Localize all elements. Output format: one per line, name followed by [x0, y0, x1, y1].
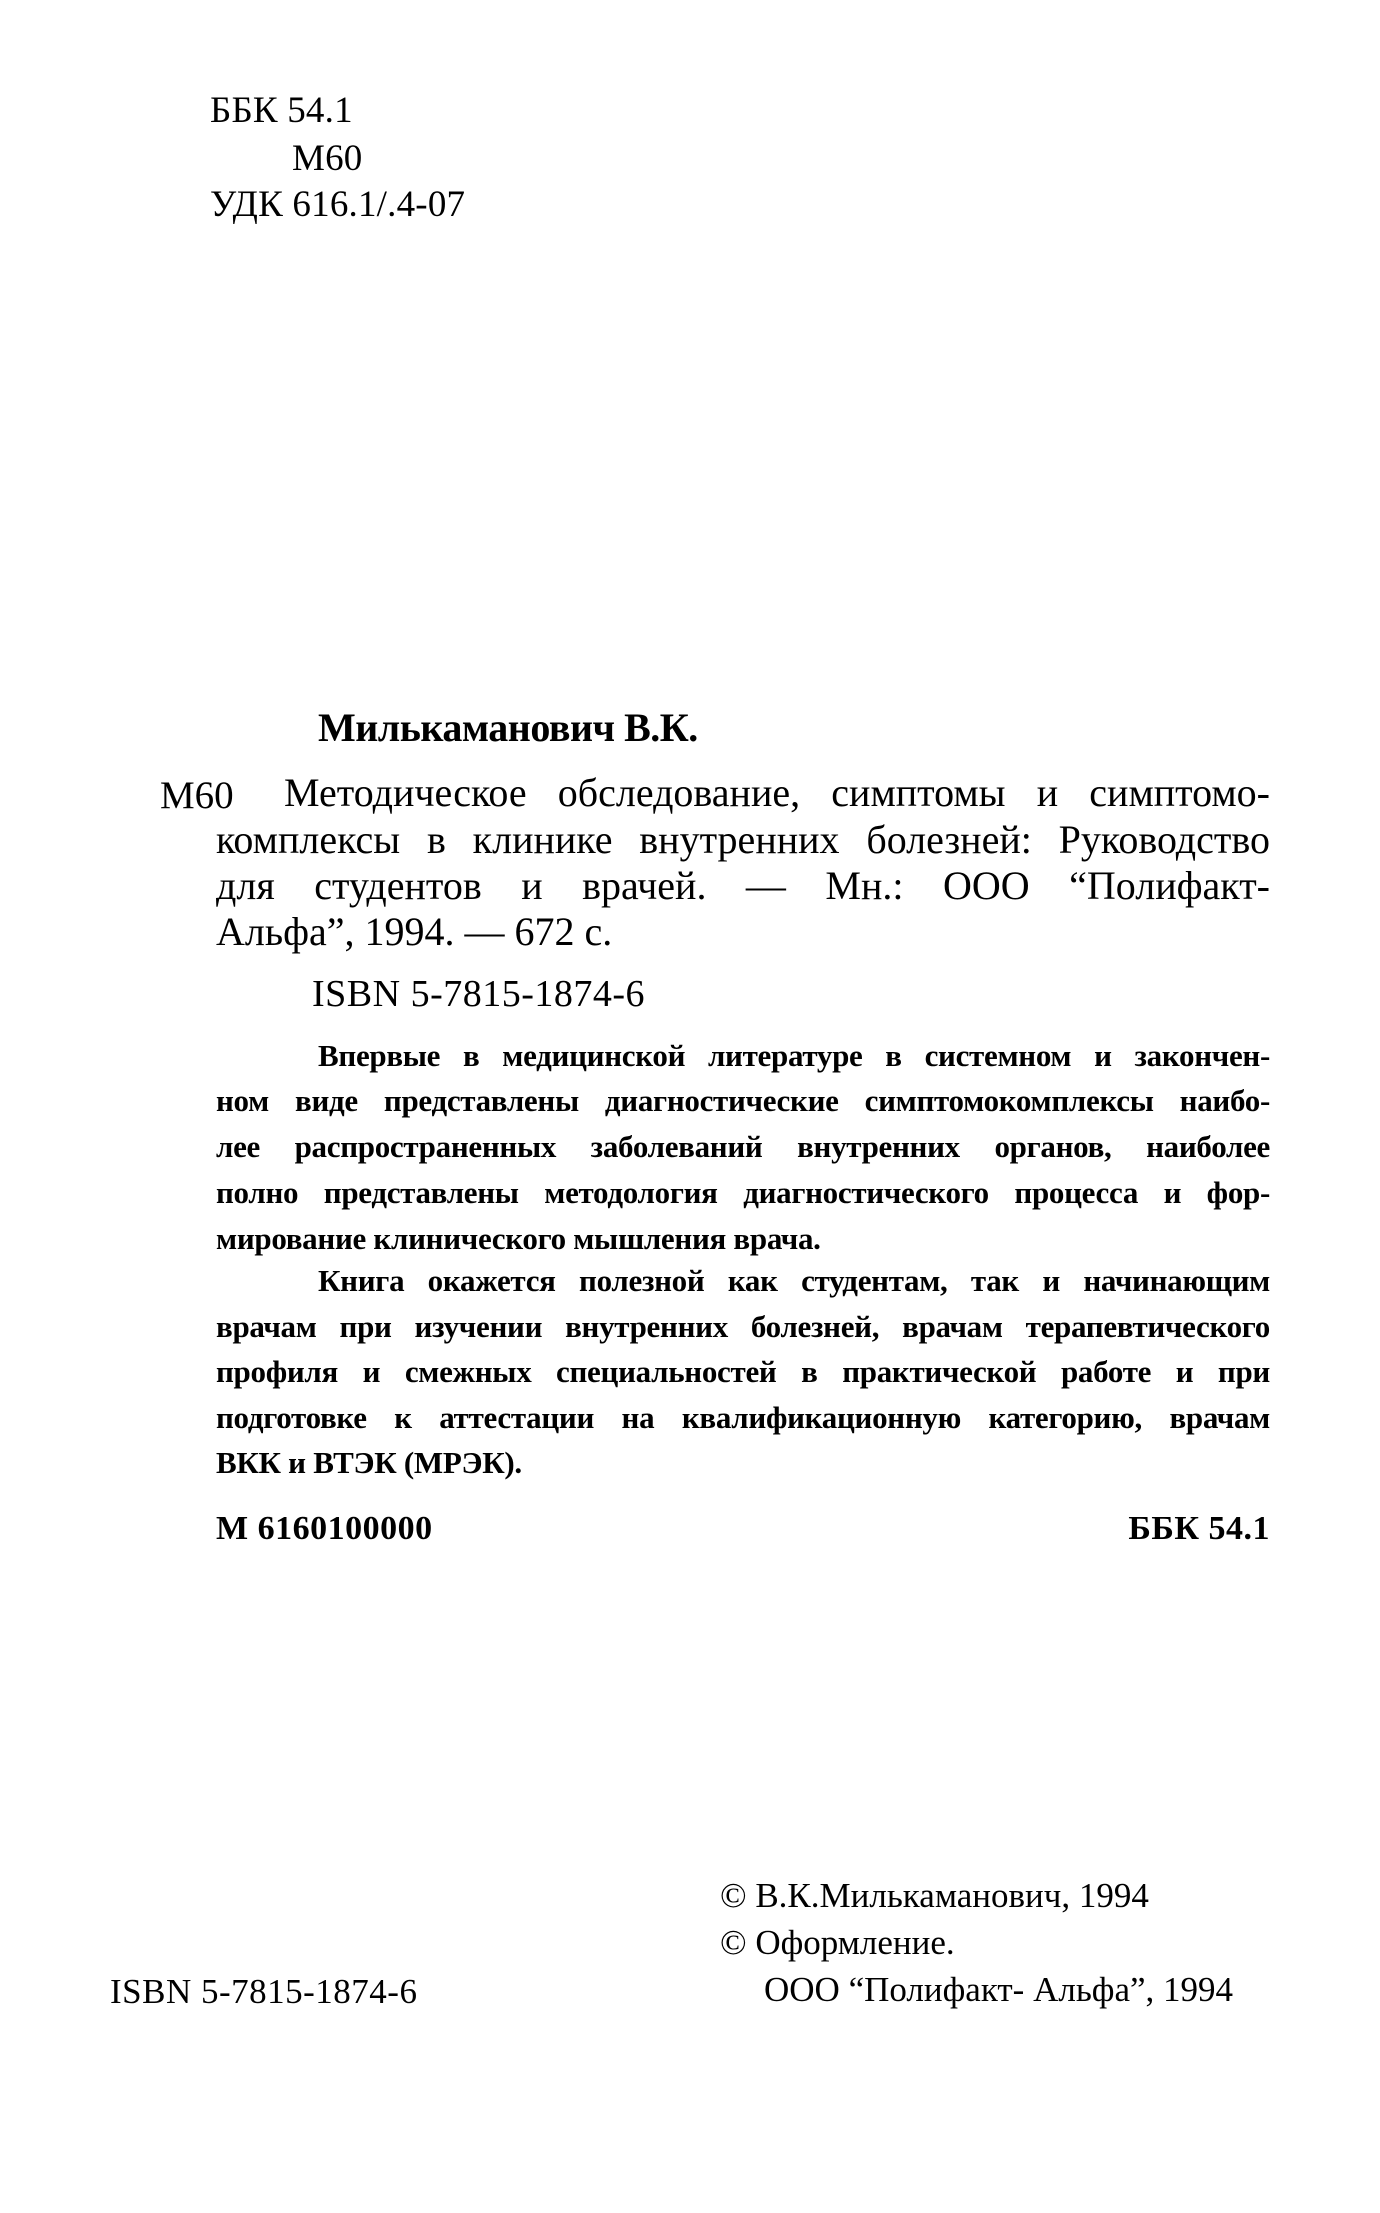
annotation-line-4: полно представлены методология диагностического процесса и фор- [216, 1175, 1270, 1210]
annotation-line-8: профиля и смежных специальностей в практической работе и при [216, 1354, 1270, 1389]
annotation-line-7: врачам при изучении внутренних болезней, врачам терапевтического [216, 1309, 1270, 1344]
copyright-line-2: © Оформление. [720, 1923, 955, 1962]
copyright-line-1: © В.К.Милькаманович, 1994 [720, 1876, 1149, 1915]
description-line-3: для студентов и врачей. — Мн.: ООО “Полифакт- [216, 863, 1270, 908]
description-line-4: Альфа”, 1994. — 672 с. [216, 909, 613, 954]
author-name: Милькаманович В.К. [318, 705, 698, 750]
description-line-1: Методическое обследование, симптомы и симптомо- [284, 770, 1270, 815]
annotation-line-5: мирование клинического мышления врача. [216, 1221, 821, 1256]
annotation-line-3: лее распространенных заболеваний внутренних органов, наиболее [216, 1129, 1270, 1164]
annotation-line-9: подготовке к аттестации на квалификационную категорию, врачам [216, 1400, 1270, 1435]
copyright-line-3: ООО “Полифакт- Альфа”, 1994 [764, 1970, 1234, 2009]
annotation-line-1: Впервые в медицинской литературе в системном и закончен- [318, 1038, 1270, 1073]
bbk-code-card: ББК 54.1 [1128, 1510, 1270, 1547]
index-code: М60 [160, 774, 234, 817]
annotation-line-2: ном виде представлены диагностические симптомокомплексы наибо- [216, 1083, 1270, 1118]
author-mark-header: М60 [292, 138, 363, 179]
bbk-code-header: ББК 54.1 [210, 90, 353, 131]
description-line-2: комплексы в клинике внутренних болезней: Руководство [216, 817, 1270, 862]
isbn-footer: ISBN 5-7815-1874-6 [110, 1972, 418, 2011]
isbn-catalog: ISBN 5-7815-1874-6 [312, 973, 646, 1015]
udk-code-header: УДК 616.1/.4-07 [210, 184, 466, 225]
m-code: М 6160100000 [216, 1510, 433, 1547]
annotation-line-6: Книга окажется полезной как студентам, так и начинающим [318, 1263, 1270, 1298]
annotation-line-10: ВКК и ВТЭК (МРЭК). [216, 1445, 522, 1480]
